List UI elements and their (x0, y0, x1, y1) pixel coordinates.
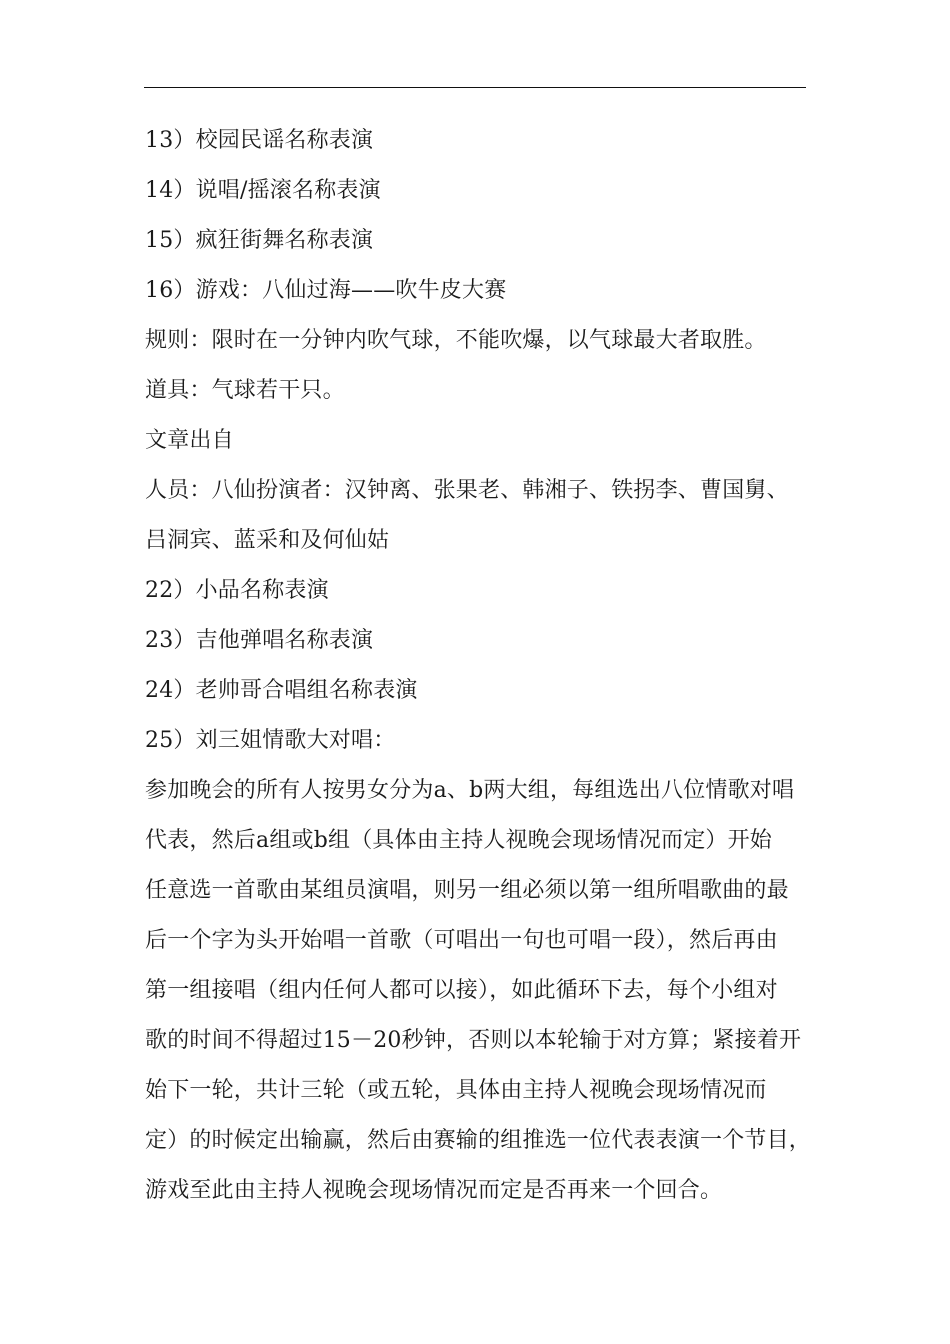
text-line-7: 文章出自 (145, 428, 234, 453)
text-line-17: 后一个字为头开始唱一首歌（可唱出一句也可唱一段），然后再由 (145, 928, 778, 953)
header-rule (144, 87, 806, 88)
text-line-11: 23）吉他弹唱名称表演 (145, 628, 374, 653)
text-line-3: 15）疯狂街舞名称表演 (145, 228, 374, 253)
text-line-9: 吕洞宾、蓝采和及何仙姑 (145, 528, 390, 553)
text-line-22: 游戏至此由主持人视晚会现场情况而定是否再来一个回合。 (145, 1178, 723, 1203)
text-line-6: 道具：气球若干只。 (145, 378, 345, 403)
document-body (145, 122, 812, 1222)
text-line-18: 第一组接唱（组内任何人都可以接），如此循环下去，每个小组对 (145, 978, 778, 1003)
text-line-15: 代表，然后a组或b组（具体由主持人视晚会现场情况而定）开始 (145, 828, 773, 853)
text-line-5: 规则：限时在一分钟内吹气球，不能吹爆，以气球最大者取胜。 (145, 328, 767, 353)
text-line-14: 参加晚会的所有人按男女分为a、b两大组，每组选出八位情歌对唱 (145, 778, 795, 803)
text-line-2: 14）说唱/摇滚名称表演 (145, 178, 381, 203)
text-line-19: 歌的时间不得超过15－20秒钟，否则以本轮输于对方算；紧接着开 (145, 1028, 802, 1053)
text-line-13: 25）刘三姐情歌大对唱： (145, 728, 396, 753)
text-line-10: 22）小品名称表演 (145, 578, 329, 603)
text-line-21: 定）的时候定出输赢，然后由赛输的组推选一位代表表演一个节目， (145, 1128, 812, 1153)
text-line-20: 始下一轮，共计三轮（或五轮，具体由主持人视晚会现场情况而 (145, 1078, 767, 1103)
text-line-8: 人员：八仙扮演者：汉钟离、张果老、韩湘子、铁拐李、曹国舅、 (145, 478, 789, 503)
text-line-12: 24）老帅哥合唱组名称表演 (145, 678, 418, 703)
text-line-1: 13）校园民谣名称表演 (145, 128, 374, 153)
text-line-4: 16）游戏：八仙过海——吹牛皮大赛 (145, 278, 507, 303)
text-line-16: 任意选一首歌由某组员演唱，则另一组必须以第一组所唱歌曲的最 (145, 878, 789, 903)
